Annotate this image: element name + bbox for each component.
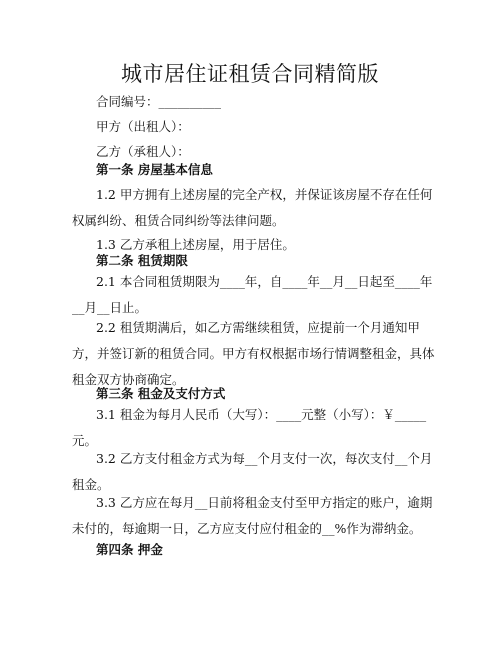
clause-2-1: 2.1 本合同租赁期限为____年，自____年__月__日起至____年__月__日止。	[72, 274, 433, 315]
party-b-line: 乙方（承租人）：	[96, 144, 190, 159]
section-1-heading: 第一条 房屋基本信息	[96, 162, 213, 177]
clause-2-2: 2.2 租赁期满后，如乙方需继续租赁，应提前一个月通知甲方，并签订新的租赁合同。甲方有权根据市场行情调整租金，具体租金双方协商确定。	[72, 320, 435, 387]
clause-3-2: 3.2 乙方支付租金方式为每__个月支付一次，每次支付__个月租金。	[72, 451, 433, 492]
section-4-heading: 第四条 押金	[96, 542, 163, 557]
contract-number-line: 合同编号：__________	[96, 94, 222, 109]
section-3-heading: 第三条 租金及支付方式	[96, 386, 226, 401]
clause-1-3: 1.3 乙方承租上述房屋，用于居住。	[96, 237, 295, 252]
document-title: 城市居住证租赁合同精简版	[121, 62, 379, 86]
section-2-heading: 第二条 租赁期限	[96, 253, 188, 268]
clause-3-3: 3.3 乙方应在每月__日前将租金支付至甲方指定的账户，逾期未付的，每逾期一日，乙方应支付应付租金的__%作为滞纳金。	[72, 495, 433, 536]
party-a-line: 甲方（出租人）：	[96, 119, 190, 134]
clause-3-1: 3.1 租金为每月人民币（大写）：____元整（小写）：￥_____元。	[72, 407, 427, 448]
clause-1-2: 1.2 甲方拥有上述房屋的完全产权，并保证该房屋不存在任何权属纠纷、租赁合同纠纷等法律问题。	[72, 187, 433, 228]
